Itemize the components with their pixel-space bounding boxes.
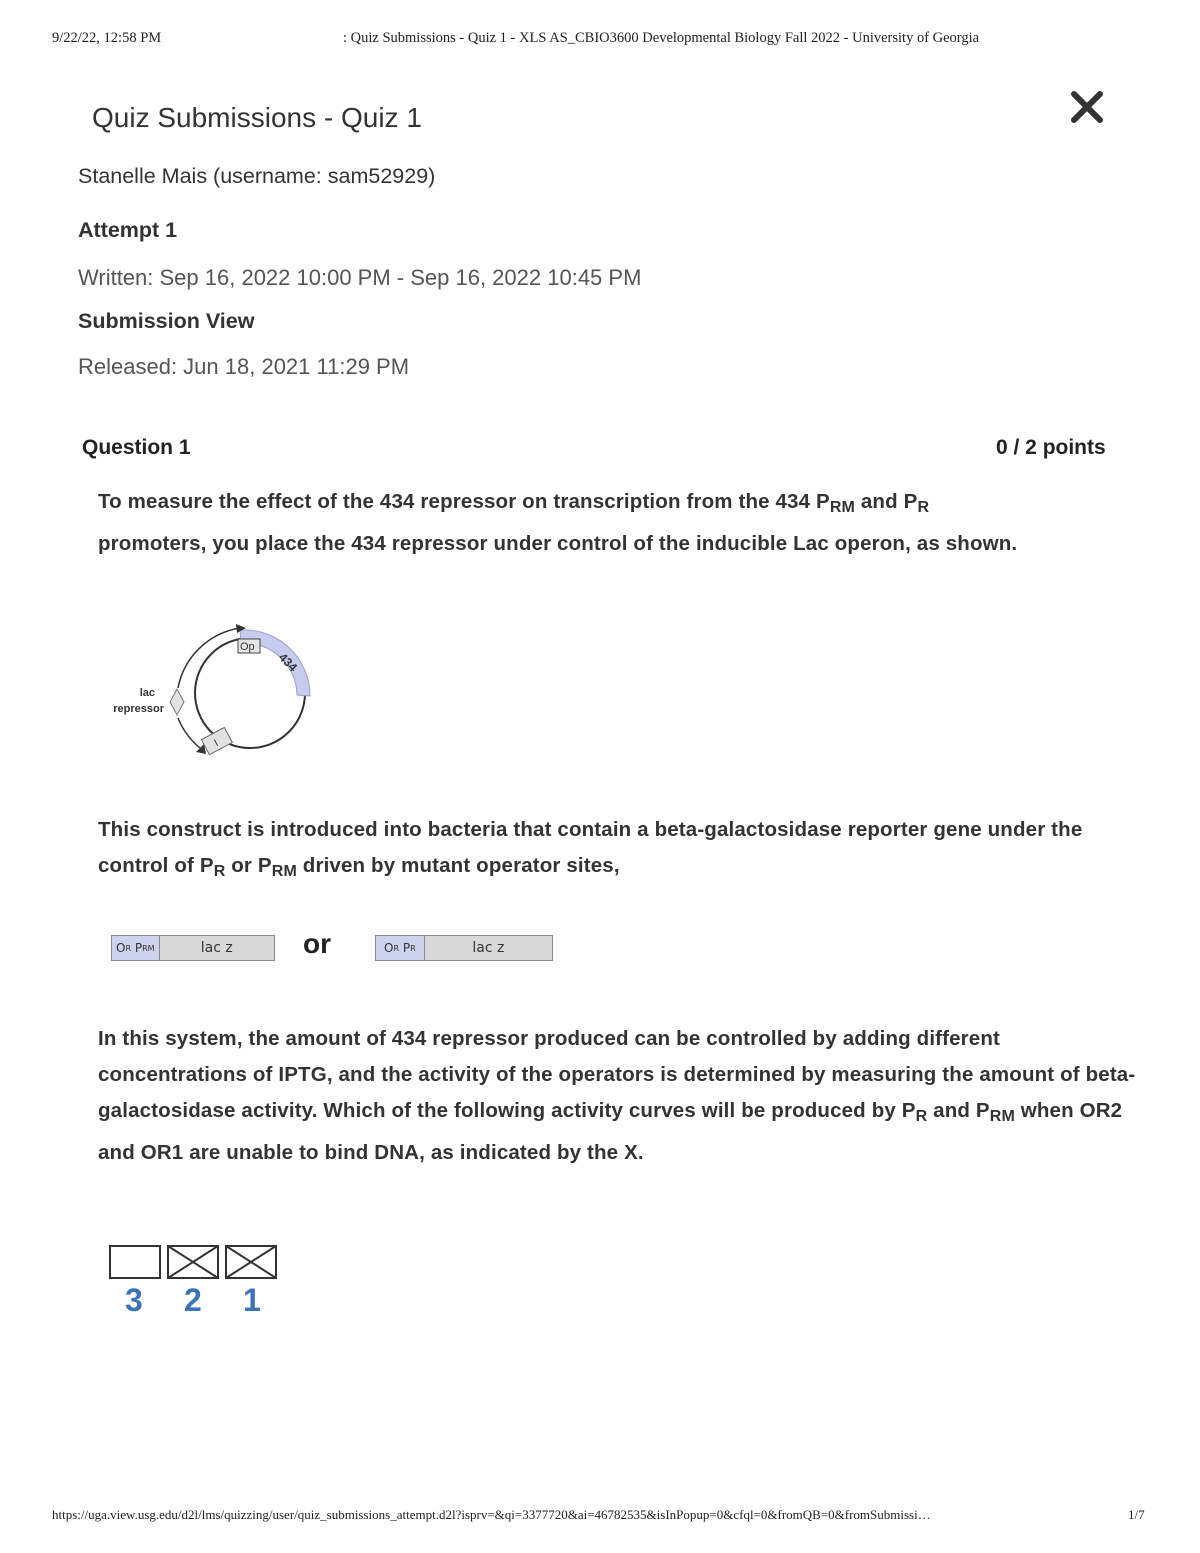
question-paragraph-3: In this system, the amount of 434 repressor produced can be controlled by adding different concentrations of IPTG, and the activity of the operators is determined by measuring the amount of beta-galactosidase activity. Which of the following activity curves will be produced by $P_R$ and $P_{RM}$ when OR2 and OR1 are unable to bind DNA, as indicated by the X. [98, 1027, 1136, 1164]
question-label: Question 1 [82, 436, 191, 459]
question-paragraph-2: This construct is introduced into bacteria that contain a beta-galactosidase reporter gene under the control of $P_R$ or $P_{RM}$ driven by mutant operator sites, [98, 818, 1083, 880]
operator-site-3 [110, 1246, 160, 1278]
reporter-construct-pr [375, 935, 553, 961]
lacz-gene-label: lac z [200, 940, 233, 956]
question-paragraph-1: To measure the effect of the 434 repressor on transcription from the 434 $P_{RM}$ and $P_R$ promoters, you place the 434 repressor under control of the inducible Lac operon, as shown. [98, 490, 1018, 555]
operator-number-3: 3 [125, 1282, 143, 1318]
operator-number-1: 1 [243, 1282, 261, 1318]
close-x-icon[interactable] [1068, 88, 1106, 126]
question-points: 0 / 2 points [996, 436, 1106, 459]
plasmid-diagram [100, 618, 340, 768]
svg-text:I: I [212, 738, 221, 750]
operator-promoter-label: O R P R [376, 936, 425, 960]
released-time: Released: Jun 18, 2021 11:29 PM [78, 354, 410, 379]
svg-text:lac: lac [139, 687, 155, 699]
operator-promoter-label: O R P RM [112, 936, 160, 960]
svg-text:434: 434 [275, 650, 300, 675]
operator-site-2-blocked [168, 1246, 218, 1278]
submission-view-label: Submission View [78, 309, 255, 333]
svg-text:Op: Op [240, 641, 255, 653]
student-name: Stanelle Mais (username: sam52929) [78, 164, 436, 188]
svg-text:repressor: repressor [113, 703, 164, 715]
operator-sites-diagram [108, 1240, 283, 1282]
print-date: 9/22/22, 12:58 PM [52, 30, 162, 46]
reporter-construct-prm [111, 935, 275, 961]
operator-site-1-blocked [226, 1246, 276, 1278]
page-number: 1/7 [1128, 1507, 1145, 1522]
page-title: Quiz Submissions - Quiz 1 [92, 102, 422, 133]
operator-number-2: 2 [184, 1282, 202, 1318]
lacz-gene-label: lac z [472, 940, 505, 956]
print-title: : Quiz Submissions - Quiz 1 - XLS AS_CBIO3600 Developmental Biology Fall 2022 - University of Georgia [343, 30, 980, 46]
print-url: https://uga.view.usg.edu/d2l/lms/quizzing/user/quiz_submissions_attempt.d2l?isprv=&qi=3377720&ai=46782535&isInPopup=0&cfql=0&fromQB=0&fromSubmissi… [52, 1507, 931, 1522]
attempt-label: Attempt 1 [78, 218, 178, 242]
written-time: Written: Sep 16, 2022 10:00 PM - Sep 16, 2022 10:45 PM [78, 265, 642, 290]
or-label: or [303, 928, 331, 959]
